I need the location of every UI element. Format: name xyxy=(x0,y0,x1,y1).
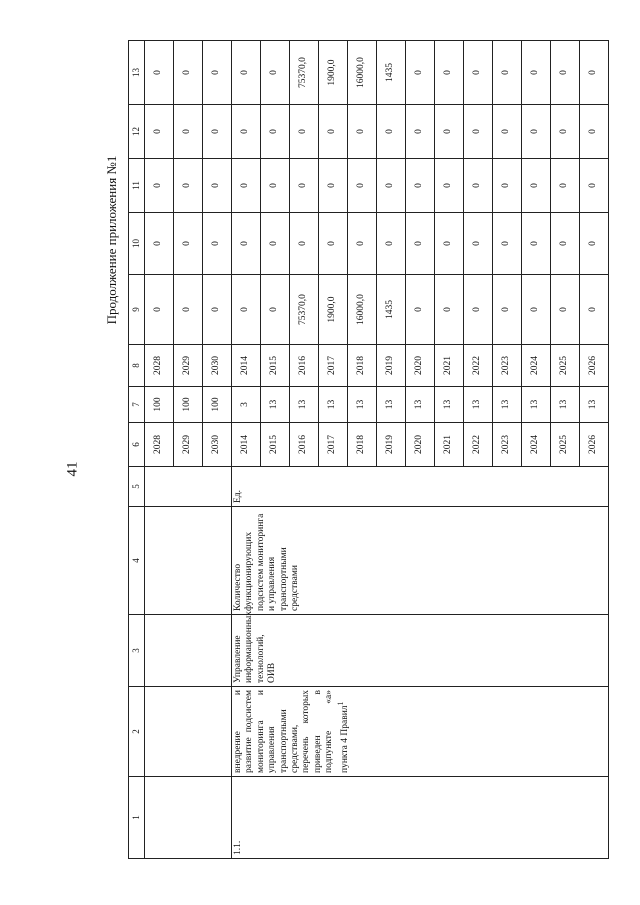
value-cell: 3 xyxy=(232,387,261,423)
value-cell: 75370,0 xyxy=(290,41,319,105)
value-cell: 0 xyxy=(290,159,319,213)
value-cell: 1435 xyxy=(377,275,406,345)
value-cell: 16000,0 xyxy=(348,275,377,345)
value-cell: 2014 xyxy=(232,345,261,387)
value-cell: 0 xyxy=(203,105,232,159)
value-cell: 0 xyxy=(435,275,464,345)
value-cell: 0 xyxy=(319,159,348,213)
empty-cell-5 xyxy=(145,467,232,507)
value-cell: 0 xyxy=(203,159,232,213)
value-cell: 13 xyxy=(435,387,464,423)
value-cell: 13 xyxy=(290,387,319,423)
value-cell: 2019 xyxy=(377,345,406,387)
item-number: 1.1. xyxy=(232,777,609,859)
value-cell: 0 xyxy=(435,159,464,213)
value-cell: 2030 xyxy=(203,345,232,387)
header-cell: 4 xyxy=(129,507,145,615)
value-cell: 2028 xyxy=(145,423,174,467)
value-cell: 0 xyxy=(232,159,261,213)
value-cell: 13 xyxy=(406,387,435,423)
footnote-mark: 1 xyxy=(335,701,345,706)
value-cell: 2025 xyxy=(551,345,580,387)
value-cell: 0 xyxy=(174,275,203,345)
value-cell: 0 xyxy=(261,41,290,105)
value-cell: 0 xyxy=(522,275,551,345)
empty-cell-1 xyxy=(145,777,232,859)
value-cell: 0 xyxy=(551,159,580,213)
value-cell: 0 xyxy=(145,213,174,275)
value-cell: 13 xyxy=(319,387,348,423)
value-cell: 0 xyxy=(290,213,319,275)
value-cell: 0 xyxy=(319,213,348,275)
value-cell: 0 xyxy=(464,213,493,275)
value-cell: 13 xyxy=(348,387,377,423)
value-cell: 2024 xyxy=(522,423,551,467)
value-cell: 0 xyxy=(580,159,609,213)
value-cell: 100 xyxy=(145,387,174,423)
value-cell: 0 xyxy=(406,159,435,213)
value-cell: 2016 xyxy=(290,423,319,467)
item-name: внедрение и развитие подсистем мониторинга и управления транспортными средствами, перечень которых приведен в подпункте «а» пункта 4 Правил$^1$ xyxy=(232,687,609,777)
header-cell: 3 xyxy=(129,615,145,687)
header-cell: 5 xyxy=(129,467,145,507)
value-cell: 2016 xyxy=(290,345,319,387)
value-cell: 1900,0 xyxy=(319,275,348,345)
header-cell: 6 xyxy=(129,423,145,467)
value-cell: 0 xyxy=(522,213,551,275)
value-cell: 2022 xyxy=(464,345,493,387)
value-cell: 2017 xyxy=(319,423,348,467)
value-cell: 0 xyxy=(319,105,348,159)
value-cell: 13 xyxy=(493,387,522,423)
value-cell: 0 xyxy=(232,275,261,345)
value-cell: 2023 xyxy=(493,423,522,467)
appendix-caption: Продолжение приложения №1 xyxy=(104,155,119,325)
value-cell: 100 xyxy=(203,387,232,423)
header-cell: 11 xyxy=(129,159,145,213)
value-cell: 0 xyxy=(348,159,377,213)
value-cell: 100 xyxy=(174,387,203,423)
value-cell: 0 xyxy=(232,213,261,275)
program-table xyxy=(128,40,609,859)
value-cell: 2026 xyxy=(580,345,609,387)
value-cell: 0 xyxy=(406,105,435,159)
value-cell: 2024 xyxy=(522,345,551,387)
value-cell: 2025 xyxy=(551,423,580,467)
value-cell: 0 xyxy=(174,41,203,105)
value-cell: 0 xyxy=(580,105,609,159)
header-cell: 2 xyxy=(129,687,145,777)
header-cell: 13 xyxy=(129,41,145,105)
value-cell: 0 xyxy=(261,159,290,213)
value-cell: 0 xyxy=(145,105,174,159)
value-cell: 0 xyxy=(464,41,493,105)
value-cell: 2029 xyxy=(174,345,203,387)
value-cell: 2029 xyxy=(174,423,203,467)
value-cell: 0 xyxy=(406,275,435,345)
value-cell: 0 xyxy=(551,275,580,345)
value-cell: 0 xyxy=(435,41,464,105)
header-cell: 9 xyxy=(129,275,145,345)
value-cell: 13 xyxy=(377,387,406,423)
value-cell: 0 xyxy=(203,213,232,275)
item-unit: Ед. xyxy=(232,467,609,507)
value-cell: 2026 xyxy=(580,423,609,467)
value-cell: 0 xyxy=(203,275,232,345)
value-cell: 0 xyxy=(406,213,435,275)
value-cell: 75370,0 xyxy=(290,275,319,345)
table-row xyxy=(145,41,174,859)
header-cell: 8 xyxy=(129,345,145,387)
value-cell: 0 xyxy=(522,159,551,213)
value-cell: 2028 xyxy=(145,345,174,387)
value-cell: 13 xyxy=(522,387,551,423)
value-cell: 0 xyxy=(261,213,290,275)
value-cell: 2023 xyxy=(493,345,522,387)
value-cell: 0 xyxy=(493,105,522,159)
header-cell: 12 xyxy=(129,105,145,159)
value-cell: 13 xyxy=(261,387,290,423)
value-cell: 0 xyxy=(580,213,609,275)
value-cell: 0 xyxy=(232,41,261,105)
empty-cell-2 xyxy=(145,687,232,777)
value-cell: 0 xyxy=(522,41,551,105)
value-cell: 0 xyxy=(377,105,406,159)
value-cell: 0 xyxy=(580,41,609,105)
value-cell: 0 xyxy=(348,105,377,159)
value-cell: 0 xyxy=(232,105,261,159)
value-cell: 2017 xyxy=(319,345,348,387)
value-cell: 0 xyxy=(348,213,377,275)
value-cell: 2020 xyxy=(406,345,435,387)
value-cell: 0 xyxy=(145,159,174,213)
value-cell: 0 xyxy=(493,159,522,213)
value-cell: 0 xyxy=(261,275,290,345)
header-cell: 10 xyxy=(129,213,145,275)
value-cell: 0 xyxy=(261,105,290,159)
item-executor: Управление информационных технологий, ОИВ xyxy=(232,615,609,687)
value-cell: 0 xyxy=(145,41,174,105)
value-cell: 0 xyxy=(551,41,580,105)
value-cell: 0 xyxy=(551,213,580,275)
value-cell: 0 xyxy=(174,159,203,213)
value-cell: 0 xyxy=(435,213,464,275)
header-row xyxy=(129,41,145,859)
item-indicator: Количество функционирующих подсистем мониторинга и управления транспортными средствами xyxy=(232,507,609,615)
value-cell: 2030 xyxy=(203,423,232,467)
value-cell: 2020 xyxy=(406,423,435,467)
value-cell: 0 xyxy=(145,275,174,345)
header-cell: 7 xyxy=(129,387,145,423)
value-cell: 0 xyxy=(203,41,232,105)
value-cell: 0 xyxy=(580,275,609,345)
value-cell: 0 xyxy=(493,275,522,345)
empty-cell-3 xyxy=(145,615,232,687)
value-cell: 13 xyxy=(580,387,609,423)
value-cell: 1900,0 xyxy=(319,41,348,105)
value-cell: 2021 xyxy=(435,345,464,387)
rotated-table-container xyxy=(128,41,599,859)
value-cell: 0 xyxy=(493,41,522,105)
value-cell: 2022 xyxy=(464,423,493,467)
value-cell: 0 xyxy=(377,213,406,275)
empty-cell-4 xyxy=(145,507,232,615)
value-cell: 0 xyxy=(435,105,464,159)
value-cell: 0 xyxy=(493,213,522,275)
page-number: 41 xyxy=(64,461,81,477)
value-cell: 1435 xyxy=(377,41,406,105)
value-cell: 2021 xyxy=(435,423,464,467)
value-cell: 2015 xyxy=(261,345,290,387)
value-cell: 2018 xyxy=(348,345,377,387)
value-cell: 0 xyxy=(464,275,493,345)
value-cell: 2014 xyxy=(232,423,261,467)
value-cell: 0 xyxy=(377,159,406,213)
value-cell: 0 xyxy=(290,105,319,159)
header-cell: 1 xyxy=(129,777,145,859)
value-cell: 0 xyxy=(522,105,551,159)
value-cell: 13 xyxy=(464,387,493,423)
value-cell: 0 xyxy=(174,213,203,275)
value-cell: 2018 xyxy=(348,423,377,467)
value-cell: 0 xyxy=(551,105,580,159)
value-cell: 0 xyxy=(464,159,493,213)
table-row xyxy=(232,41,261,859)
value-cell: 16000,0 xyxy=(348,41,377,105)
value-cell: 2019 xyxy=(377,423,406,467)
value-cell: 13 xyxy=(551,387,580,423)
value-cell: 0 xyxy=(406,41,435,105)
value-cell: 0 xyxy=(464,105,493,159)
value-cell: 0 xyxy=(174,105,203,159)
value-cell: 2015 xyxy=(261,423,290,467)
